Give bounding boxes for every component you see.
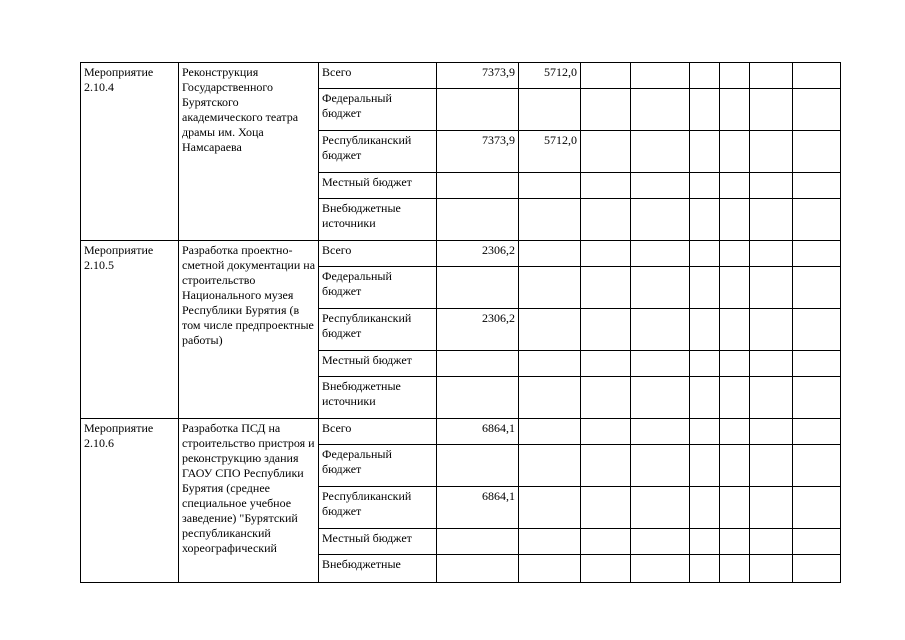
empty-cell	[690, 555, 720, 583]
empty-cell	[793, 241, 841, 267]
empty-cell	[750, 199, 793, 241]
empty-cell	[720, 529, 750, 555]
amount-cell	[519, 445, 581, 487]
funding-source-cell: Республиканский бюджет	[319, 487, 437, 529]
amount-cell	[519, 173, 581, 199]
empty-cell	[631, 529, 690, 555]
amount-cell	[437, 89, 519, 131]
empty-cell	[631, 377, 690, 419]
empty-cell	[581, 131, 631, 173]
empty-cell	[690, 529, 720, 555]
amount-cell: 5712,0	[519, 131, 581, 173]
empty-cell	[720, 173, 750, 199]
empty-cell	[631, 267, 690, 309]
funding-source-cell: Федеральный бюджет	[319, 445, 437, 487]
funding-source-cell: Всего	[319, 63, 437, 89]
empty-cell	[581, 241, 631, 267]
empty-cell	[631, 419, 690, 445]
funding-source-cell: Республиканский бюджет	[319, 131, 437, 173]
funding-source-cell: Внебюджетные источники	[319, 199, 437, 241]
empty-cell	[690, 241, 720, 267]
amount-cell	[437, 351, 519, 377]
empty-cell	[793, 309, 841, 351]
empty-cell	[631, 89, 690, 131]
empty-cell	[720, 309, 750, 351]
amount-cell	[519, 419, 581, 445]
empty-cell	[631, 173, 690, 199]
empty-cell	[720, 351, 750, 377]
empty-cell	[631, 309, 690, 351]
empty-cell	[720, 89, 750, 131]
empty-cell	[690, 131, 720, 173]
amount-cell	[437, 267, 519, 309]
amount-cell	[519, 267, 581, 309]
funding-source-cell: Федеральный бюджет	[319, 267, 437, 309]
amount-cell	[519, 199, 581, 241]
empty-cell	[581, 351, 631, 377]
amount-cell	[519, 89, 581, 131]
empty-cell	[750, 89, 793, 131]
amount-cell	[437, 199, 519, 241]
empty-cell	[750, 445, 793, 487]
empty-cell	[750, 63, 793, 89]
amount-cell: 7373,9	[437, 131, 519, 173]
empty-cell	[720, 445, 750, 487]
amount-cell: 2306,2	[437, 309, 519, 351]
empty-cell	[793, 89, 841, 131]
amount-cell: 6864,1	[437, 419, 519, 445]
amount-cell: 2306,2	[437, 241, 519, 267]
empty-cell	[793, 529, 841, 555]
empty-cell	[690, 351, 720, 377]
amount-cell	[437, 555, 519, 583]
table-row	[81, 419, 841, 445]
empty-cell	[581, 487, 631, 529]
empty-cell	[690, 419, 720, 445]
amount-cell	[519, 487, 581, 529]
event-id-cell: Мероприятие 2.10.5	[81, 241, 179, 419]
empty-cell	[631, 445, 690, 487]
empty-cell	[793, 445, 841, 487]
empty-cell	[720, 377, 750, 419]
empty-cell	[720, 63, 750, 89]
empty-cell	[690, 89, 720, 131]
funding-source-cell: Внебюджетные источники	[319, 377, 437, 419]
empty-cell	[631, 63, 690, 89]
empty-cell	[793, 267, 841, 309]
empty-cell	[581, 555, 631, 583]
empty-cell	[690, 267, 720, 309]
empty-cell	[750, 173, 793, 199]
table-row	[81, 241, 841, 267]
empty-cell	[581, 419, 631, 445]
empty-cell	[720, 241, 750, 267]
amount-cell	[437, 445, 519, 487]
empty-cell	[793, 419, 841, 445]
empty-cell	[631, 241, 690, 267]
amount-cell	[519, 555, 581, 583]
event-id-cell: Мероприятие 2.10.4	[81, 63, 179, 241]
event-description-cell: Реконструкция Государственного Бурятского академического театра драмы им. Хоца Намсараева	[179, 63, 319, 241]
empty-cell	[750, 419, 793, 445]
empty-cell	[793, 173, 841, 199]
amount-cell	[519, 529, 581, 555]
empty-cell	[720, 199, 750, 241]
empty-cell	[793, 351, 841, 377]
empty-cell	[793, 555, 841, 583]
empty-cell	[750, 555, 793, 583]
empty-cell	[750, 267, 793, 309]
empty-cell	[581, 529, 631, 555]
empty-cell	[793, 131, 841, 173]
amount-cell	[519, 309, 581, 351]
empty-cell	[793, 199, 841, 241]
funding-source-cell: Внебюджетные	[319, 555, 437, 583]
empty-cell	[631, 351, 690, 377]
empty-cell	[631, 487, 690, 529]
amount-cell: 5712,0	[519, 63, 581, 89]
empty-cell	[581, 173, 631, 199]
amount-cell: 6864,1	[437, 487, 519, 529]
funding-source-cell: Местный бюджет	[319, 351, 437, 377]
empty-cell	[793, 487, 841, 529]
event-description-cell: Разработка ПСД на строительство пристроя и реконструкцию здания ГАОУ СПО Республики Бурятия (среднее специальное учебное заведение) "Бурятский республиканский хореографический	[179, 419, 319, 583]
empty-cell	[690, 445, 720, 487]
empty-cell	[720, 419, 750, 445]
empty-cell	[750, 131, 793, 173]
empty-cell	[690, 63, 720, 89]
empty-cell	[720, 267, 750, 309]
empty-cell	[750, 351, 793, 377]
empty-cell	[581, 63, 631, 89]
amount-cell	[519, 377, 581, 419]
empty-cell	[690, 487, 720, 529]
funding-source-cell: Всего	[319, 241, 437, 267]
empty-cell	[793, 63, 841, 89]
empty-cell	[581, 267, 631, 309]
empty-cell	[750, 529, 793, 555]
funding-source-cell: Федеральный бюджет	[319, 89, 437, 131]
empty-cell	[750, 241, 793, 267]
budget-table	[80, 62, 841, 583]
funding-source-cell: Местный бюджет	[319, 529, 437, 555]
event-description-cell: Разработка проектно-сметной документации на строительство Национального музея Республики Бурятия (в том числе предпроектные работы)	[179, 241, 319, 419]
empty-cell	[720, 555, 750, 583]
empty-cell	[690, 377, 720, 419]
empty-cell	[581, 199, 631, 241]
empty-cell	[581, 377, 631, 419]
amount-cell: 7373,9	[437, 63, 519, 89]
funding-source-cell: Республиканский бюджет	[319, 309, 437, 351]
amount-cell	[519, 241, 581, 267]
funding-source-cell: Всего	[319, 419, 437, 445]
empty-cell	[720, 487, 750, 529]
empty-cell	[581, 445, 631, 487]
table-row	[81, 63, 841, 89]
event-id-cell: Мероприятие 2.10.6	[81, 419, 179, 583]
empty-cell	[581, 89, 631, 131]
empty-cell	[690, 199, 720, 241]
amount-cell	[519, 351, 581, 377]
funding-source-cell: Местный бюджет	[319, 173, 437, 199]
empty-cell	[631, 199, 690, 241]
empty-cell	[690, 309, 720, 351]
empty-cell	[631, 555, 690, 583]
empty-cell	[750, 377, 793, 419]
amount-cell	[437, 173, 519, 199]
empty-cell	[690, 173, 720, 199]
table-body	[81, 63, 841, 583]
empty-cell	[720, 131, 750, 173]
amount-cell	[437, 529, 519, 555]
empty-cell	[631, 131, 690, 173]
empty-cell	[750, 309, 793, 351]
empty-cell	[581, 309, 631, 351]
amount-cell	[437, 377, 519, 419]
empty-cell	[750, 487, 793, 529]
empty-cell	[793, 377, 841, 419]
